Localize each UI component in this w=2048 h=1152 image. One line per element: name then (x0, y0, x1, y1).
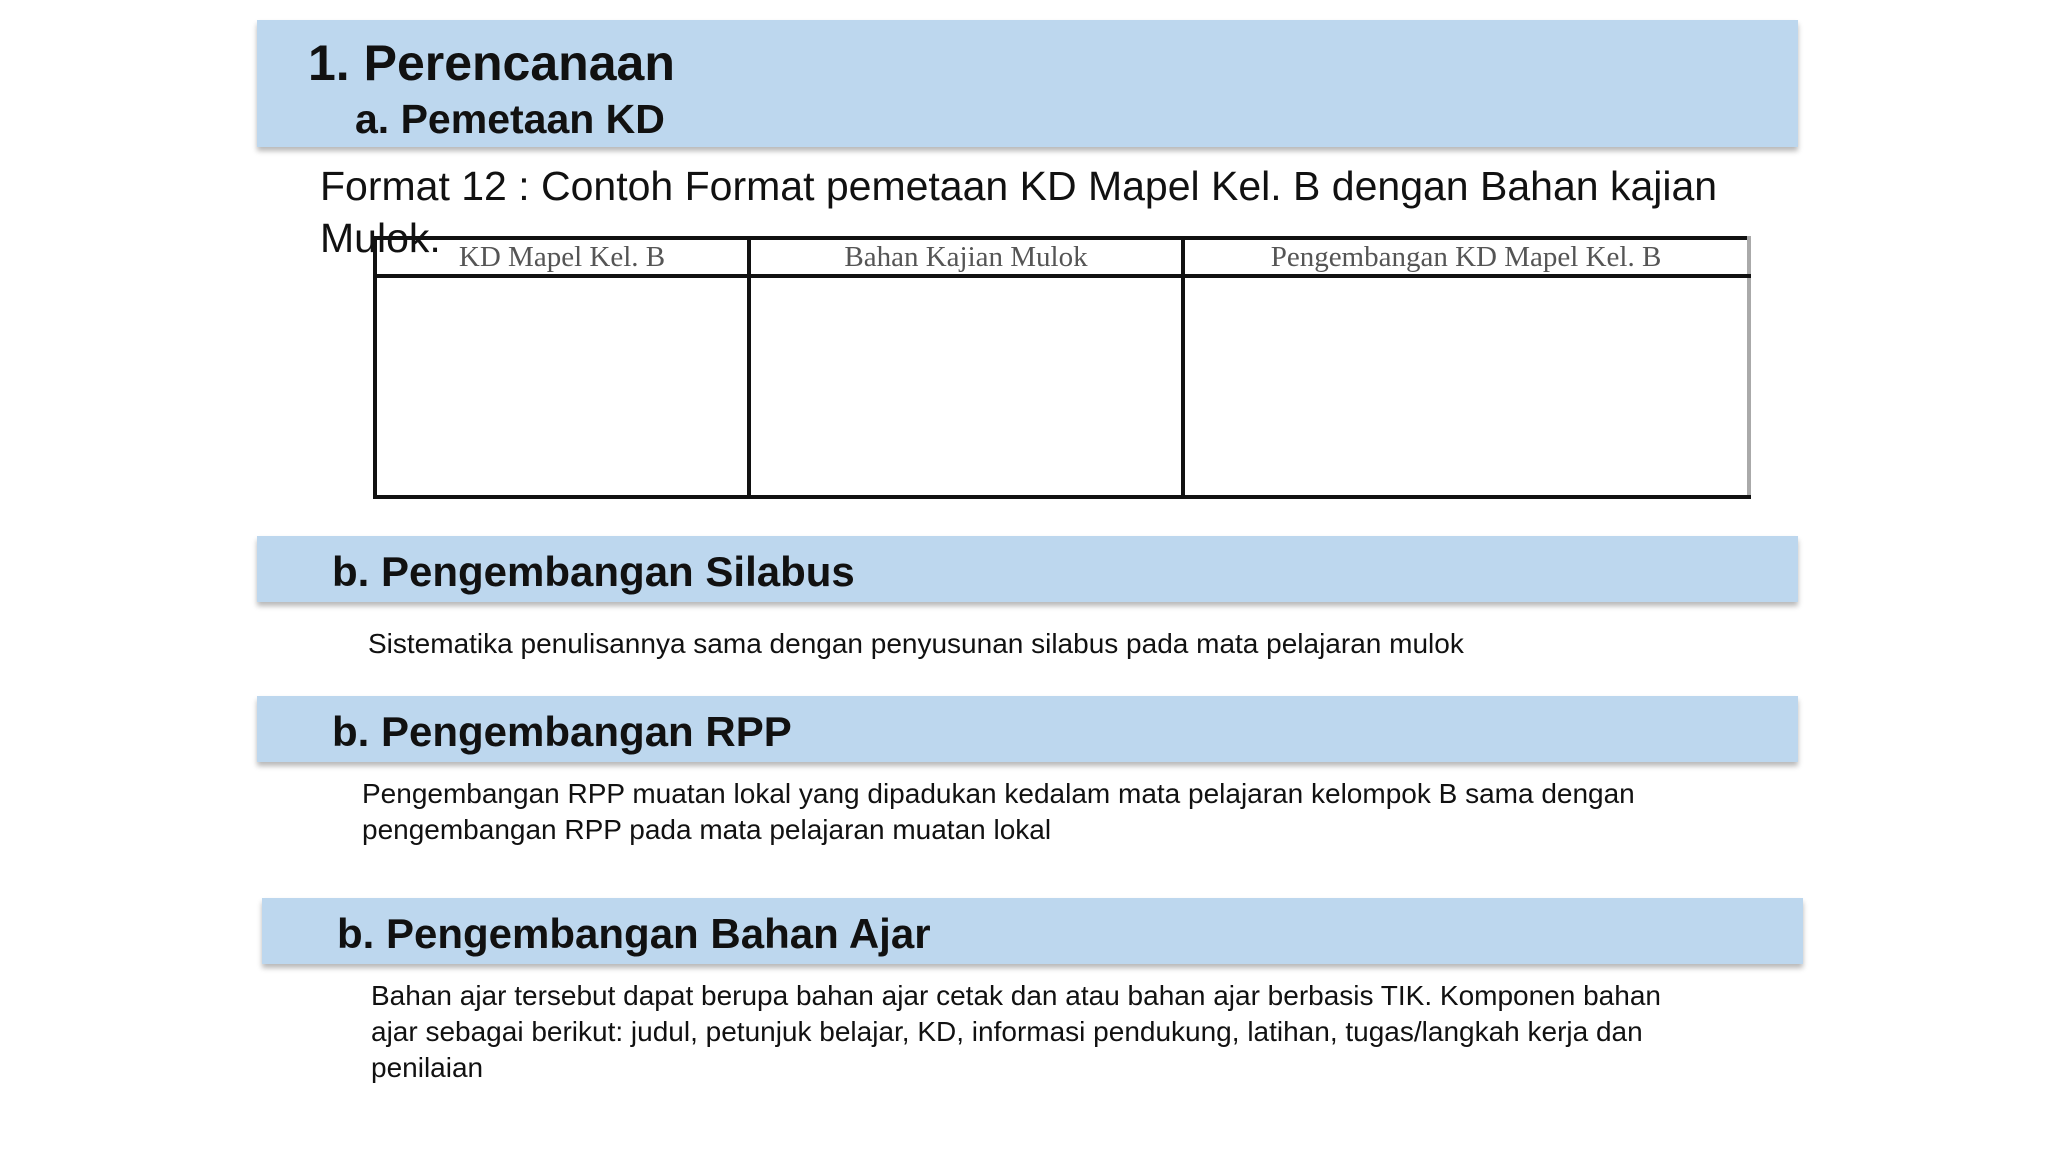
table-cell[interactable] (749, 276, 1183, 497)
table-header-kd-mapel: KD Mapel Kel. B (375, 238, 749, 276)
section-title-rpp: b. Pengembangan RPP (332, 708, 792, 755)
table-row (375, 276, 1749, 497)
section-title-silabus: b. Pengembangan Silabus (332, 548, 855, 595)
section-title-bahan-ajar: b. Pengembangan Bahan Ajar (337, 910, 931, 957)
table-header-pengembangan-kd: Pengembangan KD Mapel Kel. B (1183, 238, 1749, 276)
table-cell[interactable] (1183, 276, 1749, 497)
table-cell[interactable] (375, 276, 749, 497)
rpp-description: Pengembangan RPP muatan lokal yang dipadukan kedalam mata pelajaran kelompok B sama dengan pengembangan RPP pada mata pelajaran muatan lokal (362, 778, 1635, 845)
table-header-row (375, 238, 1749, 276)
bahan-ajar-description: Bahan ajar tersebut dapat berupa bahan ajar cetak dan atau bahan ajar berbasis TIK. Komponen bahan ajar sebagai berikut: judul, petunjuk belajar, KD, informasi pendukung, latihan, tugas/langkah kerja dan penilaian (371, 980, 1661, 1083)
section-subtitle-pemetaan: a. Pemetaan KD (355, 96, 665, 142)
table-header-bahan-kajian: Bahan Kajian Mulok (749, 238, 1183, 276)
silabus-description: Sistematika penulisannya sama dengan penyusunan silabus pada mata pelajaran mulok (368, 628, 1464, 659)
page-title: 1. Perencanaan (308, 35, 675, 91)
format-caption: Format 12 : Contoh Format pemetaan KD Mapel Kel. B dengan Bahan kajian Mulok. (320, 163, 1718, 261)
pemetaan-kd-table (373, 236, 1751, 499)
